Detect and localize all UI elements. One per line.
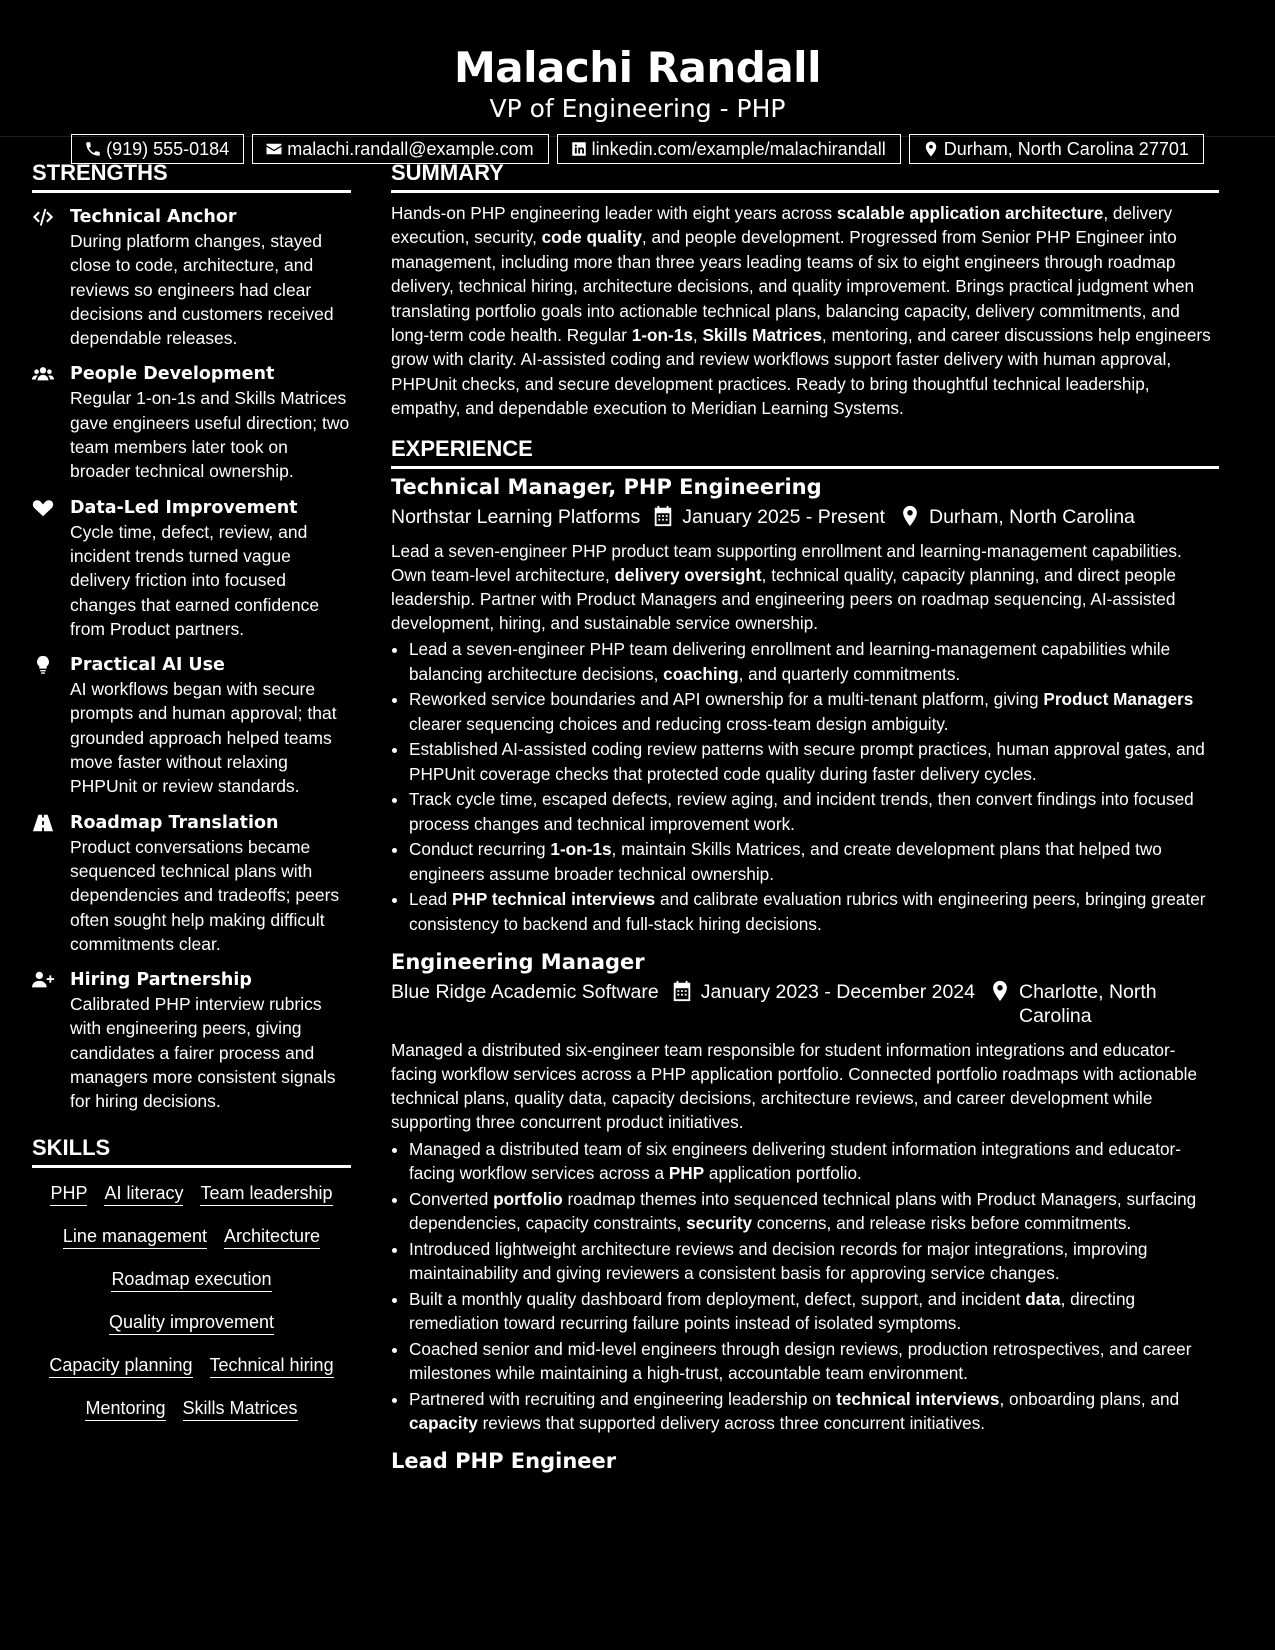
strength-text: Calibrated PHP interview rubrics with engineering peers, giving candidates a fairer process and managers more consistent signals for hiring decisions. [70, 994, 336, 1112]
phone-text: (919) 555-0184 [106, 139, 230, 159]
strength-item [32, 496, 351, 641]
text-run: , technical quality, capacity planning, and direct people leadership. Partner with Product Managers and engineering peers on roadmap sequencing, AI-assisted development, hiring, and sustainable service ownership. [391, 564, 1176, 634]
resume-header [0, 0, 1275, 159]
job-title: Engineering Manager [391, 949, 645, 974]
text-run: clearer sequencing choices and reducing cross-team design ambiguity. [409, 713, 949, 734]
map-pin-icon [989, 980, 1011, 1002]
road-icon [32, 813, 54, 833]
text-run: Lead [409, 889, 453, 910]
job-title: Lead PHP Engineer [391, 1449, 617, 1474]
text-run: , onboarding plans, and [999, 1388, 1180, 1409]
job-bullet [409, 1287, 1219, 1335]
text-run: , mentoring, and career discussions help engineers grow with clarity. AI-assisted coding and review workflows support faster delivery with human approval, PHPUnit checks, and secure development practices. Ready to bring thoughtful technical leadership, empathy, and dependable execution to Meridian Learning Systems. [391, 325, 1211, 419]
job-bullet [409, 1137, 1219, 1185]
strength-text: During platform changes, stayed close to code, architecture, and reviews so engineers had clear decisions and customers received dependable releases. [70, 231, 334, 349]
job-location: Durham, North Carolina [928, 505, 1135, 528]
strength-heading: People Development [70, 364, 275, 385]
job-bullets [391, 1137, 1219, 1435]
heart-icon [32, 498, 54, 518]
strength-text: AI workflows began with secure prompts and human approval; that grounded approach helped teams move faster without relaxing PHPUnit or review standards. [70, 679, 337, 797]
text-run: Managed a distributed six-engineer team responsible for student information integrations and educator-facing workflow services across a PHP application portfolio. Connected portfolio roadmaps with actionable technical plans, quality data, capacity decisions, architecture reviews, and career development while supporting three concurrent product initiatives. [391, 1039, 1197, 1133]
skill-tag: Quality improvement [109, 1311, 274, 1335]
text-run: Hands-on PHP engineering leader with eight years across [391, 203, 837, 223]
skill-tag: PHP [50, 1182, 87, 1206]
text-run: Managed a distributed team of six engineers delivering student information integrations and educator-facing workflow services across a [409, 1138, 1181, 1183]
emphasis-text: Skills Matrices [702, 325, 822, 346]
text-run: Lead a seven-engineer PHP product team supporting enrollment and learning-management capabilities. Own team-level architecture, [391, 540, 1182, 585]
text-run: and calibrate evaluation rubrics with engineering peers, bringing greater consistency to backend and full-stack hiring decisions. [409, 889, 1206, 934]
right-column [391, 137, 1219, 1475]
job-entry [391, 473, 1219, 936]
job-bullets [391, 637, 1219, 935]
summary-heading: SUMMARY [391, 137, 1219, 193]
map-pin-icon [899, 505, 921, 527]
users-icon [32, 364, 54, 384]
emphasis-text: data [1025, 1288, 1061, 1309]
job-bullet [409, 1387, 1219, 1435]
skill-tag: Skills Matrices [183, 1397, 298, 1421]
emphasis-text: code quality [541, 227, 642, 248]
experience-heading: EXPERIENCE [391, 421, 1219, 469]
strength-text: Regular 1-on-1s and Skills Matrices gave engineers useful direction; two team members later took on broader technical ownership. [70, 388, 350, 482]
emphasis-text: portfolio [493, 1188, 563, 1209]
job-description [391, 539, 1219, 636]
strength-item [32, 362, 351, 483]
candidate-title: VP of Engineering - PHP [489, 94, 786, 123]
summary-text [391, 201, 1219, 421]
emphasis-text: Product Managers [1043, 689, 1194, 710]
job-bullet [409, 1237, 1219, 1285]
text-run: Track cycle time, escaped defects, review aging, and incident trends, then convert findings into focused process changes and technical improvement work. [409, 789, 1194, 834]
job-meta [391, 980, 1219, 1028]
emphasis-text: security [686, 1212, 752, 1233]
skill-tag: Technical hiring [210, 1354, 334, 1378]
text-run: Converted [409, 1188, 494, 1209]
skill-tag: AI literacy [104, 1182, 183, 1206]
emphasis-text: 1-on-1s [550, 839, 612, 860]
skill-tag: Architecture [224, 1225, 320, 1249]
job-bullet [409, 887, 1219, 935]
job-location: Charlotte, North Carolina [1018, 980, 1157, 1027]
job-title: Technical Manager, PHP Engineering [391, 474, 822, 499]
strength-heading: Technical Anchor [70, 207, 237, 227]
job-company: Blue Ridge Academic Software [391, 980, 659, 1003]
emphasis-text: PHP technical interviews [452, 889, 656, 910]
text-run: Conduct recurring [409, 839, 551, 860]
text-run: Partnered with recruiting and engineering leadership on [409, 1388, 837, 1409]
strength-text: Cycle time, defect, review, and incident trends turned vague delivery friction into focused changes that earned confidence from Product partners. [70, 521, 320, 639]
skill-tag: Roadmap execution [111, 1268, 271, 1292]
text-run: application portfolio. [704, 1162, 862, 1183]
strength-heading: Hiring Partnership [70, 970, 252, 991]
text-run: Built a monthly quality dashboard from deployment, defect, support, and incident [409, 1288, 1026, 1309]
emphasis-text: delivery oversight [614, 564, 762, 585]
text-run: Coached senior and mid-level engineers through design reviews, production retrospectives, and career milestones while maintaining a high-trust, accountable team environment. [409, 1338, 1192, 1383]
emphasis-text: 1-on-1s [631, 325, 693, 346]
emphasis-text: coaching [663, 663, 739, 684]
job-bullet [409, 1187, 1219, 1235]
text-run: , and quarterly commitments. [738, 663, 961, 684]
location-text: Durham, North Carolina 27701 [943, 139, 1189, 159]
calendar-icon [652, 505, 674, 527]
text-run: roadmap themes into sequenced technical plans with Product Managers, surfacing dependencies, capacity constraints, [409, 1188, 1197, 1233]
skill-tag: Team leadership [200, 1182, 332, 1206]
user-plus-icon [32, 970, 54, 990]
emphasis-text: capacity [409, 1412, 478, 1433]
code-icon [32, 207, 54, 227]
skill-tag: Mentoring [85, 1397, 165, 1421]
job-bullet [409, 737, 1219, 785]
job-meta [391, 505, 1219, 529]
job-bullet [409, 787, 1219, 835]
text-run: Established AI-assisted coding review patterns with secure prompt practices, human approval gates, and PHPUnit coverage checks that protected code quality during faster delivery cycles. [409, 739, 1205, 784]
strength-heading: Practical AI Use [70, 655, 225, 676]
job-description [391, 1038, 1219, 1135]
linkedin-text: linkedin.com/example/malachirandall [591, 139, 886, 159]
emphasis-text: technical interviews [836, 1388, 1000, 1409]
job-entry [391, 948, 1219, 1435]
text-run: , maintain Skills Matrices, and create development plans that helped two engineers assume broader technical ownership. [409, 839, 1162, 884]
job-bullet [409, 837, 1219, 885]
strength-item [32, 205, 351, 350]
job-dates: January 2025 - Present [682, 505, 885, 528]
text-run: Lead a seven-engineer PHP team delivering enrollment and learning-management capabilities while balancing architecture decisions, [409, 639, 1171, 684]
job-bullet [409, 687, 1219, 735]
strength-item [32, 968, 351, 1113]
job-bullet [409, 1337, 1219, 1385]
text-run: Introduced lightweight architecture reviews and decision records for major integrations, improving maintainability and giving reviewers a consistent basis for approving service changes. [409, 1238, 1148, 1283]
text-run: reviews that supported delivery across three concurrent initiatives. [477, 1412, 986, 1433]
text-run: Reworked service boundaries and API ownership for a multi-tenant platform, giving [409, 689, 1044, 710]
strength-heading: Data-Led Improvement [70, 497, 298, 518]
strength-text: Product conversations became sequenced technical plans with dependencies and tradeoffs; peers often sought help making difficult commitments clear. [70, 836, 340, 954]
text-run: concerns, and release risks before commitments. [752, 1212, 1132, 1233]
emphasis-text: scalable application architecture [836, 203, 1104, 223]
text-run: , and people development. Progressed from Senior PHP Engineer into management, including more than three years leading teams of six to eight engineers through roadmap delivery, technical hiring, architecture decisions, and quality improvement. Brings practical judgment when translating portfolio goals into actionable technical plans, balancing capacity, delivery commitments, and long-term code health. Regular [391, 227, 1195, 346]
skill-tag: Line management [63, 1225, 207, 1249]
job-bullet [409, 637, 1219, 685]
text-run: , [692, 325, 703, 346]
left-column [32, 137, 351, 1475]
strengths-heading: STRENGTHS [32, 137, 351, 193]
skill-tag: Capacity planning [49, 1354, 192, 1378]
strength-item [32, 811, 351, 956]
job-dates: January 2023 - December 2024 [700, 980, 975, 1003]
email-text: malachi.randall@example.com [287, 139, 534, 159]
calendar-icon [671, 980, 693, 1002]
job-company: Northstar Learning Platforms [391, 505, 641, 528]
text-run: , delivery execution, security, [391, 203, 1173, 248]
lightbulb-icon [32, 655, 54, 675]
strength-heading: Roadmap Translation [70, 812, 279, 833]
strength-item [32, 653, 351, 798]
emphasis-text: PHP [668, 1162, 705, 1183]
job-entry [391, 1447, 1219, 1475]
skills-list [32, 1182, 351, 1421]
skills-heading: SKILLS [32, 1114, 351, 1168]
candidate-name: Malachi Randall [454, 43, 821, 92]
text-run: , directing remediation toward recurring failure points instead of isolated symptoms. [409, 1288, 1136, 1333]
